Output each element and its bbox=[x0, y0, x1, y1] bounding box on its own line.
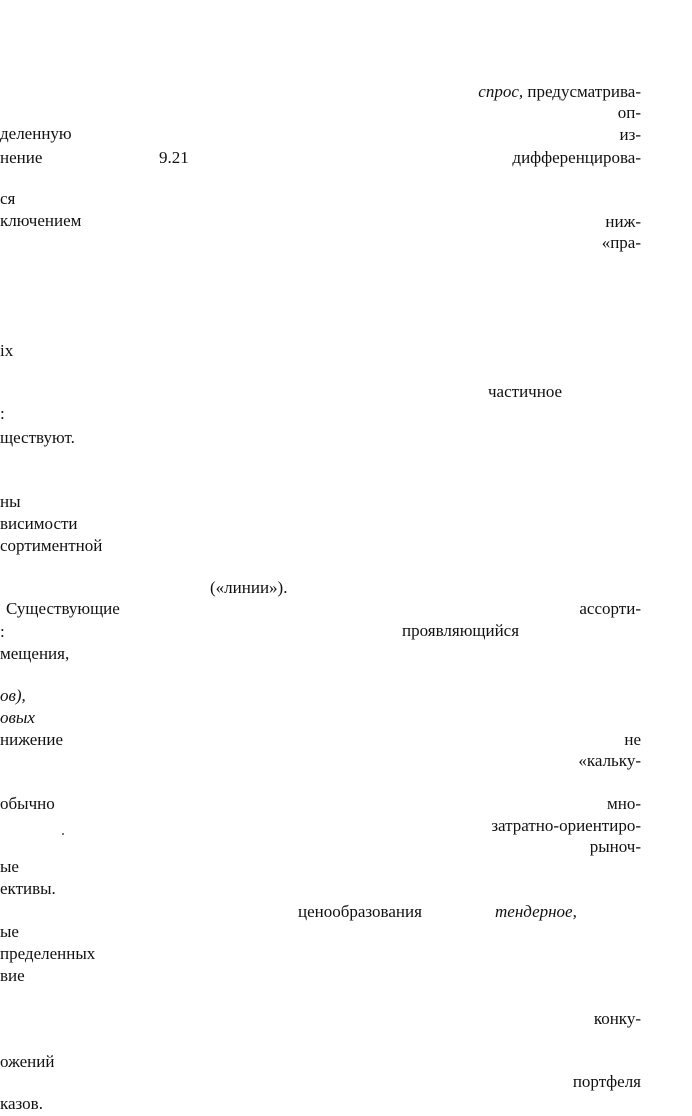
left-line-2: нение bbox=[0, 148, 43, 167]
left-line-13: мещения, bbox=[0, 644, 70, 663]
left-line-16: нижение bbox=[0, 730, 64, 749]
right-line-12: рыноч- bbox=[589, 837, 641, 856]
middle-line-5: ценообразования bbox=[298, 902, 422, 921]
right-line-5: ниж- bbox=[605, 212, 641, 231]
left-line-6: : bbox=[0, 404, 5, 423]
right-line-1-rest: предусматрива- bbox=[527, 82, 641, 101]
left-line-23: ожений bbox=[0, 1052, 55, 1071]
right-line-10: мно- bbox=[606, 794, 641, 813]
middle-line-4: проявляющийся bbox=[402, 621, 520, 640]
left-line-17: обычно bbox=[0, 794, 55, 813]
left-line-18: ые bbox=[0, 857, 19, 876]
right-line-4: дифференцирова- bbox=[512, 148, 641, 167]
right-line-11: затратно-ориентиро- bbox=[491, 816, 641, 835]
left-line-20: ые bbox=[0, 922, 19, 941]
left-line-7: ществуют. bbox=[0, 428, 75, 447]
middle-line-6: тендерное, bbox=[495, 902, 577, 921]
left-line-14: ов), bbox=[0, 686, 26, 705]
left-line-3: ся bbox=[0, 189, 16, 208]
left-line-21: пределенных bbox=[0, 944, 96, 963]
left-line-5: іх bbox=[0, 341, 14, 360]
right-line-7: ассорти- bbox=[579, 599, 641, 618]
right-line-6: «пра- bbox=[601, 233, 641, 252]
right-line-13: конку- bbox=[593, 1009, 641, 1028]
italic-term: спрос, bbox=[478, 82, 524, 101]
left-line-1: деленную bbox=[0, 124, 72, 143]
right-line-3: из- bbox=[619, 125, 641, 144]
middle-line-3: («линии»). bbox=[210, 578, 288, 597]
left-line-9: висимости bbox=[0, 514, 78, 533]
left-line-11: Существующие bbox=[6, 599, 120, 618]
right-line-8: не bbox=[624, 730, 641, 749]
left-line-12: : bbox=[0, 622, 5, 641]
right-line-2: оп- bbox=[617, 103, 641, 122]
right-line-1 bbox=[478, 82, 641, 102]
right-line-14: портфеля bbox=[572, 1072, 641, 1091]
figure-reference: 9.21 bbox=[159, 148, 189, 167]
left-line-15: овых bbox=[0, 708, 35, 727]
left-line-4: ключением bbox=[0, 211, 82, 230]
left-line-24: казов. bbox=[0, 1094, 43, 1113]
left-line-10: сортиментной bbox=[0, 536, 103, 555]
left-line-8: ны bbox=[0, 492, 21, 511]
scan-speck bbox=[62, 833, 64, 835]
left-line-19: ективы. bbox=[0, 879, 56, 898]
middle-line-2: частичное bbox=[488, 382, 563, 401]
right-line-9: «кальку- bbox=[578, 751, 641, 770]
left-line-22: вие bbox=[0, 966, 25, 985]
